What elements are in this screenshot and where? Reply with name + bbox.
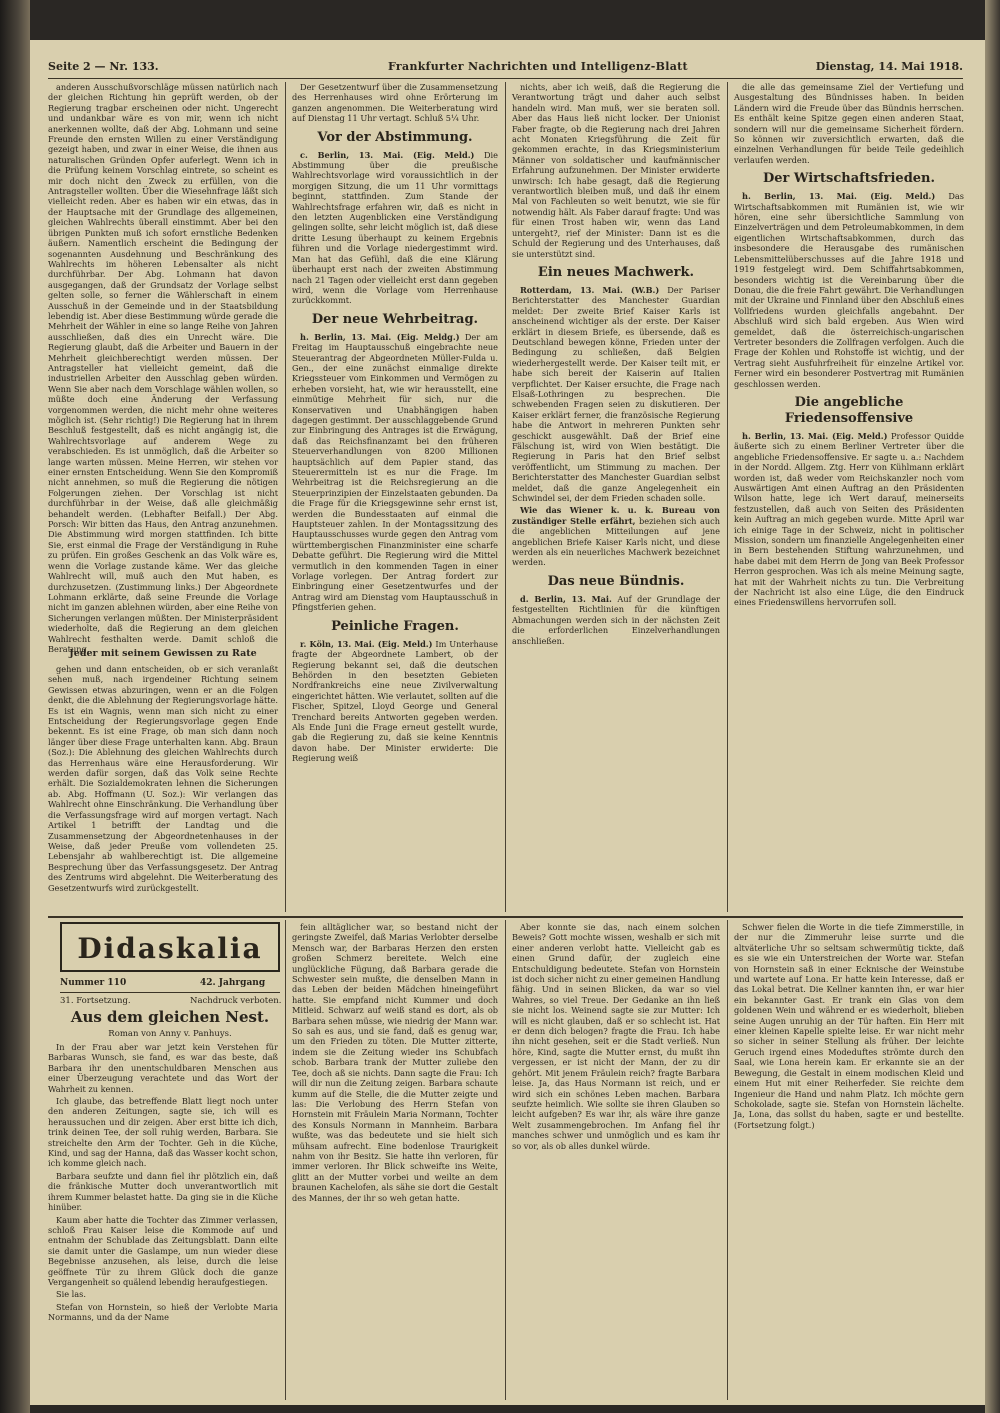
reprint-notice: Nachdruck verboten.: [190, 996, 282, 1006]
story-text: Barbara seufzte und dann fiel ihr plötzlich ein, daß die fränkische Mutter doch unverantwortlich mit ihrem Kummer belastet hatte. Da ging sie in die Küche hinüber.: [48, 1170, 278, 1213]
dateline: c. Berlin, 13. Mai. (Eig. Meld.): [300, 149, 475, 160]
article-text: die alle das gemeinsame Ziel der Vertiefung und Ausgestaltung des Bündnisses haben. In beiden Ländern wird die Freude über das Bündnis herrschen. Es enthält keine Spitze gegen einen anderen Staat, sondern will nur die gemeinsame Sicherheit fördern. So können wir zuversichtlich erwarten, daß die einzelnen Verhandlungen für beide Teile gedeihlich verlaufen werden.: [734, 82, 964, 165]
article-text: Professor Quidde äußerte sich zu einem Berliner Vertreter über die angebliche Friedensoffensive. Er sagte u. a.: Nachdem in der Nordd. Allgem. Ztg. Herr von Kühlmann erklärt worden ist, daß weder vom Reichskanzler noch vom Auswärtigen Amt einen Auftrag an den Präsidenten Wilson hatte, lege ich Wert darauf, meinerseits festzustellen, daß auch von Seiten des Präsidenten kein Auftrag an mich gegeben wurde. Mitte April war ich einige Tage in der Schweiz, nicht in politischer Mission, sondern um finanzielle Angelegenheiten einer in Bern bestehenden Stiftung wahrzunehmen, und habe dabei mit dem Herrn de Jong van Beek Professor Herron gesprochen. Was ich als meine Meinung sagte, hat mit der Wahrheit nichts zu tun. Die Verbreitung der Nachricht ist also eine Lüge, die den Eindruck eines Friedenswillens hervorrufen soll.: [734, 430, 965, 608]
headline-friedensoffensive: Die angebliche Friedensoffensive: [784, 394, 914, 426]
column-divider: [505, 920, 506, 1400]
feuilleton-column-1: [48, 1042, 278, 1400]
book-binding-edge: [0, 0, 30, 1413]
sequel-number: 31. Fortsetzung.: [60, 996, 131, 1006]
article-text: Im Unterhause fragte der Abgeordnete Lambert, ob der Regierung bekannt sei, daß die deutschen Behörden in den besetzten Gebieten Nordfrankreichs eine neue Zivilverwaltung eingerichtet hätten. Wie verlautet, sollten auf die Fischer, Spitzel, Lloyd George und General Trenchard bereits Antworten gegeben werden. Als Ende Juni die Frage erneut gestellt wurde, gab die Regierung zu, daß sie keine Kenntnis davon habe. Der Minister erwiderte: Die Regierung weiß: [292, 638, 498, 764]
article-column-3: [512, 82, 720, 912]
article-text: Die Abstimmung über die preußische Wahlrechtsvorlage wird voraussichtlich in der morgigen Sitzung, die um 11 Uhr vormittags beginnt, stattfinden. Zum Stande der Wahlrechtsfrage erfahren wir, daß es nicht in den letzten Augenblicken eine Verständigung gelingen sollte, sehr leicht möglich ist, daß diese dritte Lesung überhaupt zu keinem Ergebnis führen und die Vorlage niedergestimmt wird. Man hat das Gefühl, daß die eine Klärung überhaupt erst nach der zweiten Abstimmung nach 21 Tagen oder vielleicht erst dann gegeben wird, wenn die Vorlage vom Herrenhause zurückkommt.: [292, 149, 498, 306]
story-text: fein alltäglicher war, so bestand nicht der geringste Zweifel, daß Marias Verlobter derselbe Mensch war, der Barbaras Herzen den ersten großen Schmerz bereitete. Welch eine unglückliche Fügung, daß Barbara gerade die Schwester sein mußte, die denselben Mann in das Leben der beiden Mädchen hineingeführt hatte. Sie empfand nicht Kummer und doch Mitleid. Schwarz auf weiß stand es dort, als ob Barbara sehen müsse, wie niedrig der Mann war. So sah es aus, und sie fand, daß es genug war, um den Frieden zu töten. Die Mutter zitterte, indem sie die Zeitung wieder ins Schubfach schob. Barbara trank der Mutter zuliebe den Tee, doch aß sie nichts. Dann sagte die Frau: Ich will dir nun die Zeitung zeigen. Barbara schaute kumm auf die Stelle, die die Mutter zeigte und las: Die Verlobung des Herrn Stefan von Hornstein mit Fräulein Maria Normann, Tochter des Konsuls Normann in Mannheim. Barbara wußte, was das bedeutete und sie hielt sich mühsam aufrecht. Eine bodenlose Traurigkeit nahm von ihr Besitz. Sie hatte ihn verloren, für immer verloren. Ihr Blick schweifte ins Weite, glitt an der Mutter vorbei und weilte an dem braunen Kachelofen, als sähe sie dort die Gestalt des Mannes, der ihr so weh getan hatte.: [292, 922, 498, 1203]
dateline: h. Berlin, 13. Mai. (Eig. Meld.): [742, 430, 888, 441]
article-column-4: [734, 82, 964, 912]
newspaper-page: [30, 40, 985, 1405]
page-right-edge: [985, 0, 1000, 1413]
newspaper-title: Frankfurter Nachrichten und Intelligenz-Blatt: [388, 60, 688, 73]
article-text: nichts, aber ich weiß, daß die Regierung die Verantwortung trägt und daher auch selbst handeln wird. Man muß, wer sie beraten soll. Aber das Haus ließ nicht locker. Der Unionist Faber fragte, ob die Regierung nach drei Jahren acht Monaten Kriegsführung die Zeit für gekommen erachte, in das Kriegsministerium Männer von soldatischer und kaufmännischer Erfahrung aufzunehmen. Der Minister erwiderte unwirsch: Ich habe gesagt, daß die Regierung verantwortlich bleiben muß, und daß ihr einem Mal von Fachleuten so weit benutzt, wie sie für notwendig hält. Als Faber darauf fragte: Und was für einen Trost haben wir, wenn das Land untergeht?, rief der Minister: Dann ist es die Schuld der Regierung und des Unterhauses, daß sie unterstützt sind.: [512, 82, 720, 259]
feuilleton-column-2: [292, 922, 498, 1400]
lead-phrase: Jeder mit seinem Gewissen zu Rate: [69, 648, 257, 659]
article-text: Der Gesetzentwurf über die Zusammensetzung des Herrenhauses wird ohne Erörterung im ganzen angenommen. Die Weiterberatung wird auf Dienstag 11 Uhr vertagt. Schluß 5¼ Uhr.: [292, 82, 498, 124]
feuilleton-number: Nummer 110: [60, 978, 127, 988]
masthead: [48, 58, 963, 79]
feuilleton-column-3: [512, 922, 720, 1400]
headline-peinliche-fragen: Peinliche Fragen.: [331, 618, 459, 634]
dateline: Wie das Wiener k. u. k. Bureau von zuständiger Stelle erfährt,: [512, 505, 720, 526]
issue-date: Dienstag, 14. Mai 1918.: [815, 60, 963, 73]
story-text: Stefan von Hornstein, so hieß der Verlobte Maria Normanns, und da der Name: [48, 1301, 278, 1323]
headline-neues-machwerk: Ein neues Machwerk.: [537, 264, 695, 280]
article-text: gehen und dann entscheiden, ob er sich veranlaßt sehen muß, nach irgendeiner Richtung seinem Gewissen etwas abzuringen, wenn er an die Folgen denkt, die die Ablehnung der Regierungsvorlage hätte. Es ist ein Wagnis, wenn man sich nicht zu einer Entscheidung der Regierungsvorlage gegen Ende bekennt. Es ist eine Frage, ob man sich dann noch länger über diese Frage unterhalten kann. Abg. Braun (Soz.): Die Ablehnung des gleichen Wahlrechts durch das Herrenhaus wäre eine Herausforderung. Wir werden dafür sorgen, daß das Volk seine Rechte erhält. Die Sozialdemokraten lehnen die Sicherungen ab. Abg. Hoffmann (U. Soz.): Wir verlangen das Wahlrecht ohne Einschränkung. Die Verhandlung über die Verfassungsfrage wird auf morgen vertagt. Nach Artikel 1 betrifft der Landtag und die Zusammensetzung der Abgeordnetenhauses in der Weise, daß jeder Preuße vom vollendeten 25. Lebensjahr ab wahlberechtigt ist. Die allgemeine Besprechung über das Verfassungsgesetz. Der Antrag des Zentrums wird abgelehnt. Die Weiterberatung des Gesetzentwurfs wird zurückgestellt.: [48, 664, 278, 893]
article-column-1b: [48, 644, 278, 910]
story-title: Aus dem gleichen Nest.: [70, 1008, 270, 1026]
headline-wirtschaftsfrieden: Der Wirtschaftsfrieden.: [762, 171, 936, 187]
headline-neues-buendnis: Das neue Bündnis.: [547, 573, 685, 589]
dateline: d. Berlin, 13. Mai.: [520, 593, 612, 604]
column-divider: [727, 82, 728, 912]
dateline: r. Köln, 13. Mai. (Eig. Meld.): [300, 638, 433, 649]
feuilleton-title-box: [60, 922, 280, 972]
story-text: Schwer fielen die Worte in die tiefe Zimmerstille, in der nur die Zimmeruhr leise surrte und die altväterliche Uhr so seltsam schwermütig tickte, daß es sie wie ein Unterstreichen der Worte war. Stefan von Hornstein saß in einer Ecknische der Weinstube und wartete auf Lona. Er hatte kein Interesse, daß er das Lokal betrat. Die Kellner kannten ihn, er war hier ein bekannter Gast. Er trank ein Glas von dem goldenen Wein und während er es wiederholt, blieben seine Augen unruhig an der Tür haften. Ein Herr mit einer kleinen Kapelle spielte leise. Er war nicht mehr so sicher in seiner Stellung als früher. Der leichte Geruch irgend eines Modeduftes strömte durch den Saal, wie Lona herein kam. Er erkannte sie an der Bewegung, die Gestalt in einem modischen Kleid und einem Hut mit einer Reiherfeder. Sie reichte dem Ingenieur die Hand und nahm Platz. Ich möchte gern Schokolade, sagte sie. Stefan von Hornstein lächelte. Ja, Lona, das sollst du haben, sagte er und bestellte. (Fortsetzung folgt.): [734, 922, 964, 1130]
column-divider: [285, 920, 286, 1400]
article-text: Das Wirtschaftsabkommen mit Rumänien ist, wie wir hören, eine sehr übersichtliche Sammlung von Einzelverträgen und dem Petroleumabkommen, in dem eigentlichen Wirtschaftsabkommen, durch das insbesondere die Herausgabe des rumänischen Lebensmittelüberschusses auf die Jahre 1918 und 1919 festgelegt wird. Dem Schiffahrtsabkommen, besonders wichtig ist die Vereinbarung über die Donau, die die freie Fahrt gewährt. Die Verhandlungen mit der Ukraine und Finnland über den Abschluß eines Vollfriedens wurden gleichfalls angebahnt. Der Abschluß wird sich bald ergeben. Aus Wien wird gemeldet, daß die österreichisch-ungarischen Vertreter besonders die Zollfragen verfolgen. Auch die Frage der Kohlen und Rohstoffe ist wichtig, und der Vertrag sieht Ausfuhrfreiheit für einzelne Artikel vor. Ferner wird ein besonderer Postvertrag mit Rumänien geschlossen werden.: [734, 191, 964, 389]
feuilleton-divider: [60, 992, 280, 993]
article-column-2: [292, 82, 498, 912]
story-byline: Roman von Anny v. Panhuys.: [108, 1029, 232, 1039]
article-text: Der Pariser Berichterstatter des Manchester Guardian meldet: Der zweite Brief Kaiser Karls ist anscheinend wichtiger als der erste. Der Kaiser erklärt in diesem Briefe, es übersende, daß es Deutschland bewegen könne, Frieden unter der Bedingung zu schließen, daß Belgien wiederhergestellt werde. Der Kaiser teilt mit, er habe sich bereit der Kaiserin auf Italien verpflichtet. Der Kaiser ersuchte, die Frage nach Elsaß-Lothringen zu besprechen. Die schwebenden Fragen seien zu diskutieren. Der Kaiser erklärt ferner, die französische Regierung habe die Antwort in mehreren Punkten sehr geschickt ausgewählt. Daß der Brief eine Fälschung ist, wird von Wien bestätigt. Die Regierung in Paris hat den Brief selbst veröffentlicht, um Stimmung zu machen. Der Berichterstatter des Manchester Guardian selbst meldet, daß die ganze Angelegenheit ein Schwindel sei, der dem Frieden schaden solle.: [512, 284, 721, 504]
page-number: Seite 2 — Nr. 133.: [48, 60, 159, 73]
feuilleton-year: 42. Jahrgang: [200, 978, 266, 988]
headline-wehrbeitrag: Der neue Wehrbeitrag.: [311, 311, 479, 327]
story-text: Kaum aber hatte die Tochter das Zimmer verlassen, schloß Frau Kaiser leise die Kommode auf und entnahm der Schublade das Zeitungsblatt. Dann eilte sie damit unter die Gaslampe, um nun wieder diese Begebnisse anzusehen, als leise, durch die leise geöffnete Tür zu ihrem Glück doch die ganze Vergangenheit so quälend lebendig heraufgestiegen.: [48, 1214, 278, 1287]
column-divider: [505, 82, 506, 912]
article-text: beziehen sich auch die angeblichen Mitteilungen auf jene angeblichen Briefe Kaiser Karls nicht, und diese werden als ein neuerliches Machwerk bezeichnet werden.: [512, 515, 720, 568]
story-text: In der Frau aber war jetzt kein Verstehen für Barbaras Wunsch, sie fand, es war das beste, daß Barbara ihr den unentschuldbaren Menschen aus einer Überzeugung verachtete und das Wort der Wahrheit zu kennen.: [48, 1042, 278, 1094]
column-divider: [727, 920, 728, 1400]
story-text: Ich glaube, das betreffende Blatt liegt noch unter den anderen Zeitungen, sagte sie, ich will es heraussuchen und dir zeigen. Aber erst bitte ich dich, trink deinen Tee, der soll ruhig werden, Barbara. Sie streichelte den Arm der Tochter. Geh in die Küche, Kind, und sag der Hanna, daß das Wasser kocht schon, ich komme gleich nach.: [48, 1096, 278, 1169]
article-text: Der am Freitag im Hauptausschuß eingebrachte neue Steuerantrag der Abgeordneten Müller-Fulda u. Gen., der eine zunächst einmalige direkte Kriegssteuer vom Einkommen und Vermögen zu erheben vorsieht, hat, wie wir herausstellt, eine einmütige Mehrheit für sich, nur die Konservativen und Unabhängigen haben dagegen gestimmt. Der ausschlaggebende Grund zur Einbringung des Antrages ist die Erwägung, daß das Reichsfinanzamt bei den früheren Steuerverhandlungen von 8200 Millionen hauptsächlich auf dem Papier stand, das Steuerermitteln ist es nur die Frage. Im Wehrbeitrag ist die Reichsregierung an die Steuerprinzipien der Einzelstaaten gebunden. Da die Frage für die Kriegsgewinne sehr ernst ist, werden die Bundesstaaten auf einmal die Hauptsteuer zahlen. In der Montagssitzung des Hauptausschusses wurde gegen den Antrag vom württembergischen Finanzminister eine scharfe Debatte geführt. Die Regierung wird die Mittel vermutlich in den kommenden Tagen in einer Vorlage vorlegen. Der Antrag fordert zur Einbringung einer Gesetzentwurfes und der Antrag wird am Dienstag vom Hauptausschuß in Pfingstferien gehen.: [292, 331, 499, 613]
dateline: Rotterdam, 13. Mai. (W.B.): [520, 284, 660, 295]
headline-vor-der-abstimmung: Vor der Abstimmung.: [317, 129, 473, 145]
feuilleton-column-4: [734, 922, 964, 1400]
dateline: h. Berlin, 13. Mai. (Eig. Meldg.): [300, 331, 460, 342]
story-text: Aber konnte sie das, nach einem solchen Beweis? Gott mochte wissen, weshalb er sich mit einer anderen verlobt hatte. Vielleicht gab es einen Grund dafür, der zugleich eine Entschuldigung bedeutete. Stefan von Hornstein ist doch sicher nicht zu einer gemeinen Handlung fähig. Und in seinen Blicken, da war so viel Wahres, so viel Treue. Der Gedanke an ihn ließ sie nicht los. Weinend sagte sie zur Mutter: Ich will es nicht glauben, daß er so schlecht ist. Hat er denn dich belogen? fragte die Frau. Ich habe ihn nicht gesehen, seit er die Stadt verließ. Nun höre, Kind, sagte die Mutter ernst, du mußt ihn vergessen, er ist nicht der Mann, der zu dir gehört. Mit jenem Fräulein reich? fragte Barbara leise. Ja, das Haus Normann ist reich, und er wird sich ein schönes Leben machen. Barbara seufzte heimlich. Wie sollte sie ihren Glauben so leicht aufgeben? Es war ihr, als wäre ihre ganze Welt zusammengebrochen. Im Anfang fiel ihr manches schwer und unmöglich und es kam ihr so vor, als ob alles dunkel würde.: [512, 922, 720, 1151]
feuilleton-title: Didaskalia: [77, 932, 263, 965]
section-divider: [48, 916, 963, 918]
article-text: Auf der Grundlage der festgestellten Richtlinien für die künftigen Abmachungen werden sich in der nächsten Zeit die erforderlichen Einzelverhandlungen anschließen.: [512, 593, 720, 646]
story-text: Sie las.: [56, 1289, 86, 1300]
dateline: h. Berlin, 13. Mai. (Eig. Meld.): [742, 191, 936, 202]
article-text: anderen Ausschußvorschläge müssen natürlich nach der gleichen Richtung hin geprüft werden, ob der Regierung tragbar erscheinen oder nicht. Ungerecht und undankbar wäre es von mir, wenn ich nicht anerkennen wollte, daß der Abg. Lohmann und seine Freunde den ernsten Willen zu einer Verständigung gezeigt haben, und zwar in einer Weise, die ihnen aus naturalischen Gründen Opfer auferlegt. Wenn ich in die Prüfung keinem Vorschlag eintrete, so scheint es mir doch nicht den Zweck zu erfüllen, von die Antragsteller wollten. Über die Wiesehnfrage läßt sich vielleicht reden. Aber es haben wir ein etwas, das in der Hauptsache mit der Grundlage des allgemeinen, gleichen Wahlrechts überall einstimmt. Aber bei den übrigen Punkten muß ich sofort ernstliche Bedenken äußern. Namentlich erscheint die Bedingung der sogenannten Ausdehnung und Beschränkung des Wahlrechts im höheren Lebensalter als nicht durchführbar. Der Abg. Lohmann hat davon ausgegangen, daß der Grundsatz der Vorlage selbst gelten solle, so ferner die Wählerschaft in einem Ausschuß in der Gemeinde und in der Staatsbildung lebendig ist. Aber diese Bestimmung würde gerade die Mehrheit der Wähler in eine so lange Reihe von Jahren ausschließen, daß dies ein Unrecht wäre. Die Regierung glaubt, daß die Arbeiter und Bauern in der Mehrheit gleichberechtigt werden müssen. Der Antragsteller hat vielleicht gemeint, daß die industriellen Arbeiter den Ausschlag geben würden. Wenn Sie aber nach dem Vorschlage wählen wollen, so müßte doch eine Änderung der Verfassung vorgenommen werden, die nicht mehr ohne weiteres möglich ist. (Sehr richtig!) Die Regierung hat in ihrem Beschluß festgestellt, daß es nicht angängig ist, die Wahlrechtsvorlage auf anderem Wege zu verabschieden. Es ist unmöglich, daß die Arbeiter so lange warten müssen. Meine Herren, wir stehen vor einer ernsten Entscheidung. Wenn Sie den Kompromiß nicht annehmen, so muß die Regierung die nötigen Folgerungen ziehen. Der Vorschlag ist nicht durchführbar in der Weise, daß alle gleichmäßig behandelt werden. (Lebhafter Beifall.) Der Abg. Porsch: Wir bitten das Haus, den Antrag anzunehmen. Die Abstimmung wird morgen stattfinden. Ich bitte Sie, erst einmal die Frage der Verständigung in Ruhe zu prüfen. Ein großes Geschenk an das Volk wäre es, wenn die Vorlage zustande käme. Wer das gleiche Wahlrecht will, muß auch den Mut haben, es durchzusetzen. (Zustimmung links.) Der Abgeordnete Lohmann erklärte, daß seine Freunde die Vorlage nicht im ganzen ablehnen würden, aber eine Reihe von Sicherungen verlangen müßten. Der Ministerpräsident wiederholte, daß die Regierung an dem gleichen Wahlrecht festhalten werde. Damit schloß die Beratung.: [48, 82, 278, 654]
column-divider: [285, 82, 286, 912]
